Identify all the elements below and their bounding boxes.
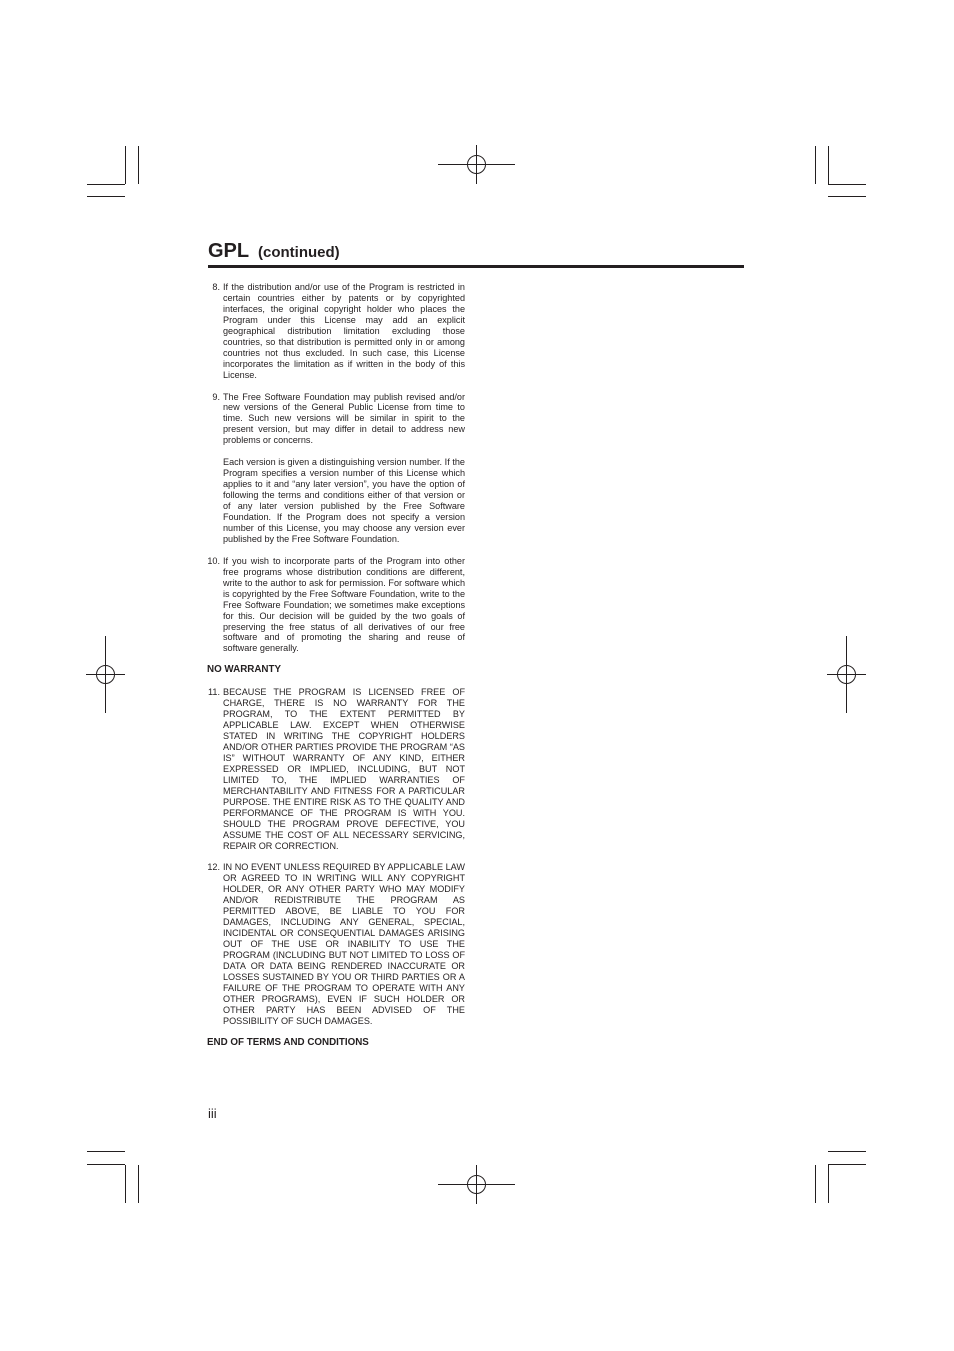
clause-paragraph: IN NO EVENT UNLESS REQUIRED BY APPLICABLE LAW OR AGREED TO IN WRITING WILL ANY COPYRIGHT HOLDER, OR ANY OTHER PARTY WHO MAY MODIFY AND/OR REDISTRIBUTE THE PROGRAM AS PERMITTED ABOVE, BE LIABLE TO YOU FOR DAMAGES, INCLUDING ANY GENERAL, SPECIAL, INCIDENTAL OR CONSEQUENTIAL DAMAGES ARISING OUT OF THE USE OR INABILITY TO USE THE PROGRAM (INCLUDING BUT NOT LIMITED TO LOSS OF DATA OR DATA BEING RENDERED INACCURATE OR LOSSES SUSTAINED BY YOU OR THIRD PARTIES OR A FAILURE OF THE PROGRAM TO OPERATE WITH ANY OTHER PROGRAMS), EVEN IF SUCH HOLDER OR OTHER PARTY HAS BEEN ADVISED OF THE POSSIBILITY OF SUCH DAMAGES.: [223, 862, 465, 1026]
registration-mark-left: [86, 636, 125, 713]
page-title-main: GPL: [208, 240, 250, 262]
license-clause: [207, 282, 465, 381]
section-heading: NO WARRANTY: [207, 664, 282, 676]
clause-paragraph: Each version is given a distinguishing version number. If the Program specifies a version number of this License which applies to it and “any later version”, you have the option of following the terms and conditions either of that version or of any later version published by the Free Software Foundation. If the Program does not specify a version number of this License, you may choose any version ever published by the Free Software Foundation.: [223, 457, 465, 544]
license-clause: [207, 392, 465, 545]
clause-number: 12.: [207, 862, 220, 873]
license-clause: [207, 862, 465, 1026]
clause-number: 9.: [212, 391, 220, 402]
clause-number: 10.: [207, 555, 220, 566]
license-clause: [207, 687, 465, 851]
page-title: [208, 228, 340, 265]
crop-mark-top-right: [816, 146, 867, 197]
title-rule: [208, 265, 744, 268]
registration-mark-right: [827, 636, 866, 713]
clause-paragraph: If you wish to incorporate parts of the Program into other free programs whose distribution conditions are different, write to the author to ask for permission. For software which is copyrighted by the Free Software Foundation, write to the Free Software Foundation; we sometimes make exceptions for this. Our decision will be guided by the two goals of preserving the free status of all derivatives of our free software and of promoting the sharing and reuse of software generally.: [223, 555, 465, 654]
clause-paragraph: The Free Software Foundation may publish revised and/or new versions of the General Public License from time to time. Such new versions will be similar in spirit to the present version, but may differ in detail to address new problems or concerns.: [223, 391, 465, 446]
registration-mark-top: [438, 145, 515, 184]
clause-paragraph: BECAUSE THE PROGRAM IS LICENSED FREE OF CHARGE, THERE IS NO WARRANTY FOR THE PROGRAM, TO THE EXTENT PERMITTED BY APPLICABLE LAW. EXCEPT WHEN OTHERWISE STATED IN WRITING THE COPYRIGHT HOLDERS AND/OR OTHER PARTIES PROVIDE THE PROGRAM “AS IS” WITHOUT WARRANTY OF ANY KIND, EITHER EXPRESSED OR IMPLIED, INCLUDING, BUT NOT LIMITED TO, THE IMPLIED WARRANTIES OF MERCHANTABILITY AND FITNESS FOR A PARTICULAR PURPOSE. THE ENTIRE RISK AS TO THE QUALITY AND PERFORMANCE OF THE PROGRAM IS WITH YOU. SHOULD THE PROGRAM PROVE DEFECTIVE, YOU ASSUME THE COST OF ALL NECESSARY SERVICING, REPAIR OR CORRECTION.: [223, 687, 465, 851]
registration-mark-bottom: [438, 1165, 515, 1204]
clause-number: 8.: [212, 282, 220, 292]
license-clause: [207, 556, 465, 655]
section-heading: END OF TERMS AND CONDITIONS: [207, 1036, 369, 1048]
page-title-sub: (continued): [258, 244, 340, 261]
license-text-column: [207, 282, 465, 1060]
crop-mark-bottom-right: [816, 1152, 867, 1204]
crop-mark-top-left: [87, 146, 139, 197]
clause-paragraph: If the distribution and/or use of the Program is restricted in certain countries either by patents or by copyrighted interfaces, the original copyright holder who places the Program under this License may add an explicit geographical distribution limitation excluding those countries, so that distribution is permitted only in or among countries not thus excluded. In such case, this License incorporates the limitation as if written in the body of this License.: [223, 282, 465, 380]
page-number: iii: [208, 1106, 217, 1121]
clause-number: 11.: [208, 687, 220, 698]
crop-mark-bottom-left: [87, 1152, 139, 1204]
